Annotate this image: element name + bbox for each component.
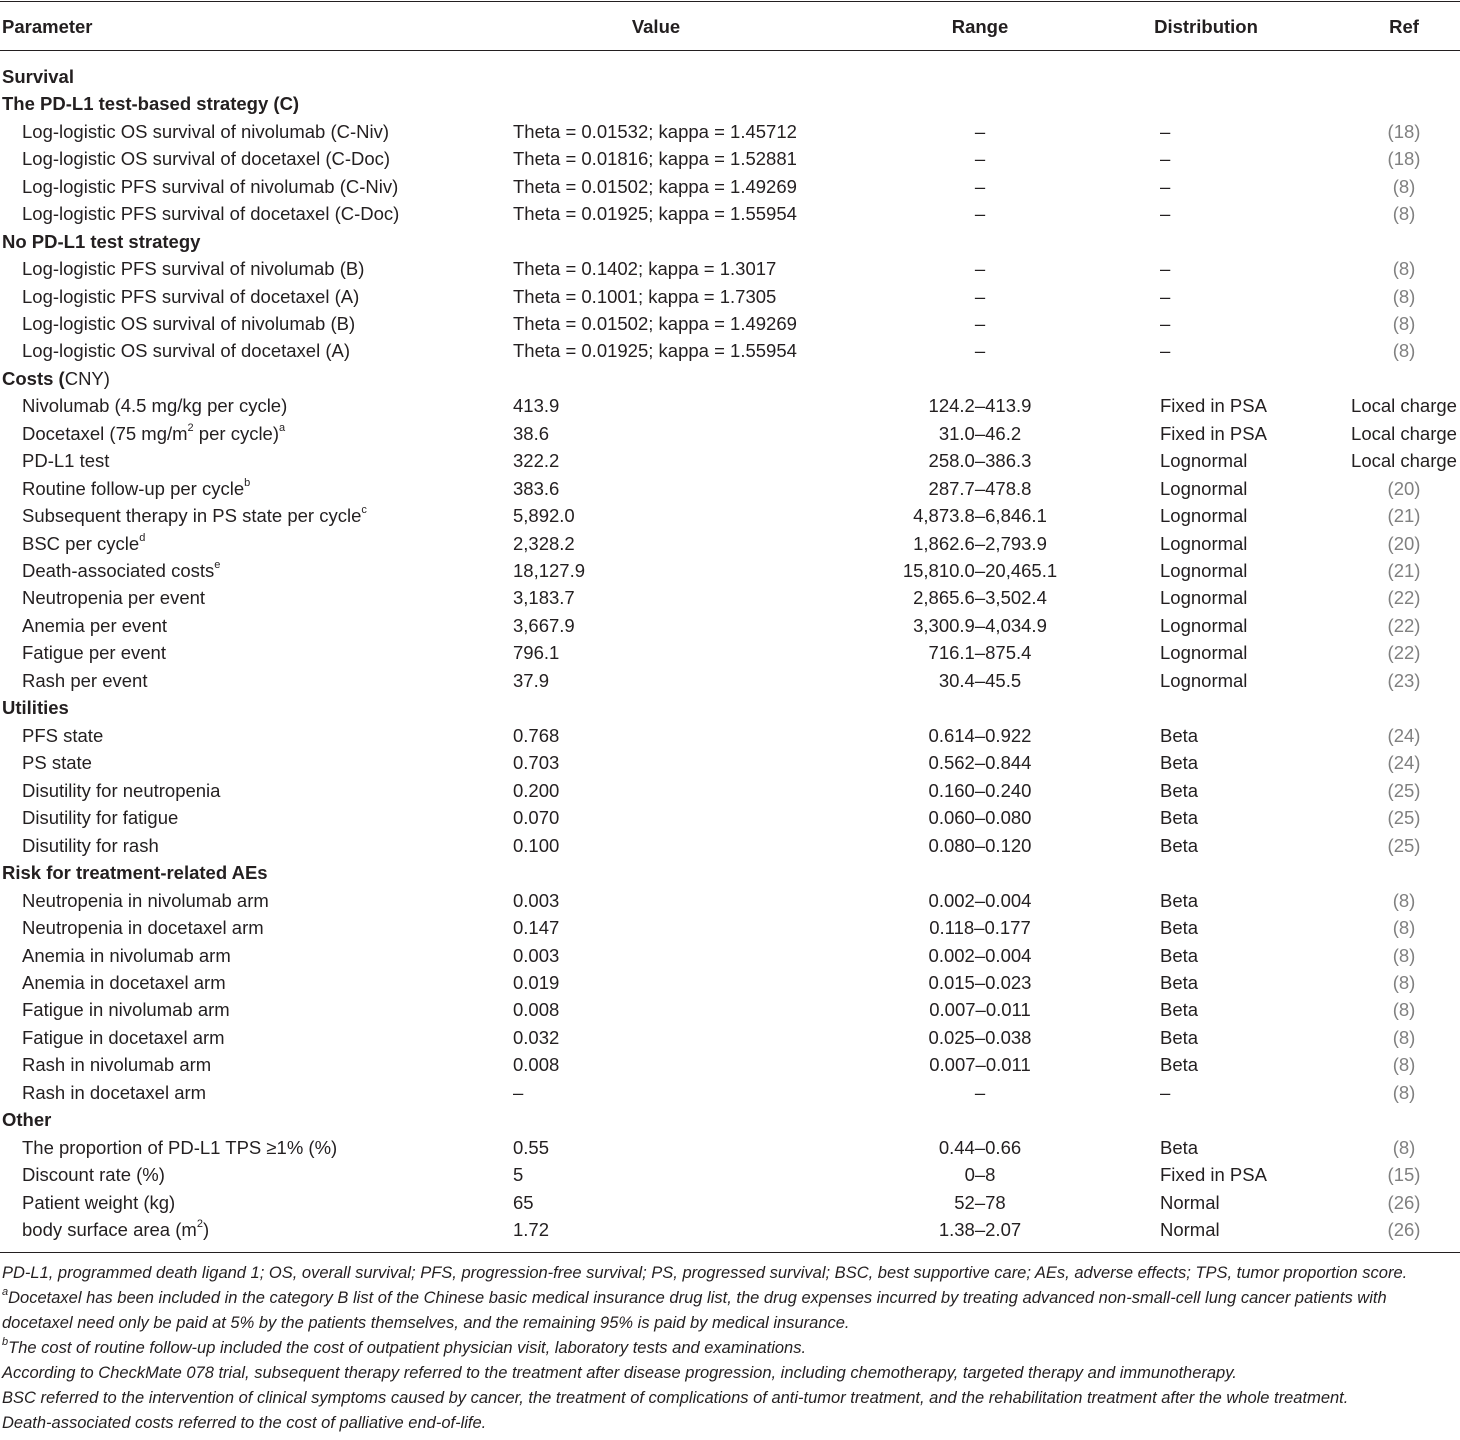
param-cell: Anemia in nivolumab arm — [22, 945, 231, 966]
ref-link[interactable]: (22) — [1387, 642, 1421, 663]
table-row — [0, 887, 1460, 914]
param-cell: Discount rate (%) — [22, 1164, 165, 1185]
section-title: Survival — [2, 66, 74, 87]
ref-link[interactable]: (21) — [1387, 505, 1421, 526]
param-cell: Anemia per event — [22, 615, 168, 636]
section-survival — [0, 63, 1460, 90]
param-cell: Log-logistic OS survival of nivolumab (B) — [22, 313, 356, 334]
footnote-e: Death-associated costs referred to the cost of palliative end-of-life. — [2, 1414, 487, 1432]
table-row — [0, 475, 1460, 502]
ref-link[interactable]: (8) — [1392, 203, 1416, 224]
param-cell: Fatigue per event — [22, 642, 166, 663]
superscript: 2 — [196, 1217, 203, 1230]
distribution-cell: Beta — [1160, 917, 1199, 938]
value-cell: 796.1 — [513, 642, 560, 663]
section-title: Risk for treatment-related AEs — [2, 862, 268, 883]
table-row — [0, 530, 1460, 557]
param-cell: Log-logistic PFS survival of docetaxel (A) — [22, 286, 360, 307]
distribution-cell: Beta — [1160, 1054, 1199, 1075]
footnote-marker: c — [361, 503, 367, 516]
table-row — [0, 1216, 1460, 1243]
ref-link[interactable]: (8) — [1392, 1027, 1416, 1048]
table-row — [0, 1189, 1460, 1216]
ref-link[interactable]: (18) — [1387, 121, 1421, 142]
range-cell: 0.025–0.038 — [928, 1027, 1032, 1048]
param-text: body surface area (m — [22, 1219, 197, 1240]
distribution-cell: Beta — [1160, 1137, 1199, 1158]
param-cell: Fatigue in docetaxel arm — [22, 1027, 225, 1048]
ref-link[interactable]: (20) — [1387, 478, 1421, 499]
header-ref: Ref — [1389, 16, 1419, 37]
ref-link[interactable]: (8) — [1392, 176, 1416, 197]
table-row — [0, 502, 1460, 529]
value-cell: Theta = 0.01502; kappa = 1.49269 — [513, 176, 797, 197]
value-cell: 0.008 — [513, 999, 560, 1020]
table-row — [0, 145, 1460, 172]
section-costs — [0, 365, 1460, 392]
range-cell: 0.614–0.922 — [928, 725, 1032, 746]
range-cell: 0.118–0.177 — [929, 917, 1031, 938]
section-title: Other — [2, 1109, 52, 1130]
table-row — [0, 667, 1460, 694]
param-cell: Log-logistic OS survival of docetaxel (A) — [22, 340, 350, 361]
section-title: The PD-L1 test-based strategy (C) — [2, 93, 300, 114]
ref-link[interactable]: (22) — [1387, 615, 1421, 636]
range-cell: 0.060–0.080 — [928, 807, 1032, 828]
table-row — [0, 118, 1460, 145]
param-cell: PD-L1 test — [22, 450, 110, 471]
section-title: No PD-L1 test strategy — [2, 231, 201, 252]
range-cell: 1,862.6–2,793.9 — [913, 533, 1047, 554]
value-cell: Theta = 0.1402; kappa = 1.3017 — [513, 258, 777, 279]
value-cell: 3,183.7 — [513, 587, 575, 608]
value-cell: Theta = 0.01925; kappa = 1.55954 — [513, 340, 797, 361]
ref-link[interactable]: (8) — [1392, 313, 1416, 334]
footnote-marker: d — [139, 531, 146, 544]
ref-link[interactable]: (8) — [1392, 258, 1416, 279]
range-cell: 258.0–386.3 — [928, 450, 1032, 471]
param-cell: Log-logistic OS survival of docetaxel (C-Doc) — [22, 148, 391, 169]
value-cell: 3,667.9 — [513, 615, 575, 636]
costs-label: Costs ( — [2, 368, 65, 389]
footnote-abbreviations: PD-L1, programmed death ligand 1; OS, overall survival; PFS, progression-free survival; PS, progressed survival; BSC, best supportive care; AEs, adverse effects; TPS, tumor proportion score. — [2, 1264, 1408, 1282]
distribution-cell: Lognormal — [1160, 642, 1248, 663]
param-cell: Log-logistic OS survival of nivolumab (C-Niv) — [22, 121, 390, 142]
table-row — [0, 200, 1460, 227]
section-no-pdl1-strategy — [0, 228, 1460, 255]
value-cell: 0.008 — [513, 1054, 560, 1075]
value-cell: 0.032 — [513, 1027, 560, 1048]
ref-link[interactable]: (8) — [1392, 1082, 1416, 1103]
footnote-a — [2, 1286, 1458, 1336]
table-row — [0, 255, 1460, 282]
header-parameter: Parameter — [2, 16, 93, 37]
distribution-cell: Lognormal — [1160, 478, 1248, 499]
range-cell: – — [974, 258, 986, 279]
distribution-cell: Beta — [1160, 890, 1199, 911]
value-cell: 0.147 — [513, 917, 560, 938]
range-cell: 0.002–0.004 — [928, 945, 1032, 966]
range-cell: 3,300.9–4,034.9 — [913, 615, 1047, 636]
table-row — [0, 722, 1460, 749]
param-cell: Log-logistic PFS survival of nivolumab (C-Niv) — [22, 176, 399, 197]
footnote-text: The cost of routine follow-up included the cost of outpatient physician visit, laboratory tests and examinations. — [8, 1339, 807, 1357]
value-cell: – — [513, 1082, 524, 1103]
distribution-cell: Lognormal — [1160, 505, 1248, 526]
table-bottom-rule — [0, 1252, 1460, 1253]
param-cell: PS state — [22, 752, 92, 773]
distribution-cell: Lognormal — [1160, 670, 1248, 691]
distribution-cell: Fixed in PSA — [1160, 395, 1267, 416]
value-cell: 0.55 — [513, 1137, 550, 1158]
ref-link[interactable]: (25) — [1387, 807, 1421, 828]
range-cell: 0.015–0.023 — [928, 972, 1032, 993]
section-title — [2, 365, 110, 392]
distribution-cell: – — [1160, 1082, 1171, 1103]
table-row — [0, 996, 1460, 1023]
ref-link[interactable]: (8) — [1392, 999, 1416, 1020]
param-cell: Log-logistic PFS survival of nivolumab (B) — [22, 258, 365, 279]
distribution-cell: – — [1160, 340, 1171, 361]
table-header-row — [0, 13, 1460, 40]
header-rule — [0, 50, 1460, 51]
distribution-cell: Beta — [1160, 972, 1199, 993]
range-cell: 1.38–2.07 — [938, 1219, 1022, 1240]
param-text: per cycle) — [193, 423, 279, 444]
distribution-cell: Lognormal — [1160, 533, 1248, 554]
param-cell: Rash in docetaxel arm — [22, 1082, 207, 1103]
table-row — [0, 914, 1460, 941]
table-row — [0, 832, 1460, 859]
table-top-rule — [0, 1, 1460, 2]
param-cell — [22, 530, 145, 557]
section-risk — [0, 859, 1460, 886]
footnote-marker: b — [244, 476, 251, 489]
value-cell: 1.72 — [513, 1219, 550, 1240]
value-cell: 65 — [513, 1192, 534, 1213]
header-distribution: Distribution — [1154, 16, 1258, 37]
table-row — [0, 310, 1460, 337]
range-cell: 0.44–0.66 — [938, 1137, 1022, 1158]
distribution-cell: Normal — [1160, 1192, 1220, 1213]
range-cell: – — [974, 340, 986, 361]
ref-link[interactable]: (20) — [1387, 533, 1421, 554]
range-cell: 0.002–0.004 — [928, 890, 1032, 911]
range-cell: 0.080–0.120 — [928, 835, 1032, 856]
distribution-cell: Beta — [1160, 780, 1199, 801]
range-cell: – — [974, 148, 986, 169]
range-cell: – — [974, 121, 986, 142]
ref-link[interactable]: (15) — [1387, 1164, 1421, 1185]
range-cell: 15,810.0–20,465.1 — [902, 560, 1058, 581]
param-cell: Nivolumab (4.5 mg/kg per cycle) — [22, 395, 288, 416]
table-row — [0, 777, 1460, 804]
range-cell: 30.4–45.5 — [938, 670, 1022, 691]
range-cell: 31.0–46.2 — [938, 423, 1022, 444]
ref-link[interactable]: (21) — [1387, 560, 1421, 581]
ref-link[interactable]: (24) — [1387, 725, 1421, 746]
param-cell: Rash per event — [22, 670, 148, 691]
ref-link[interactable]: (25) — [1387, 780, 1421, 801]
distribution-cell: – — [1160, 286, 1171, 307]
ref-cell: Local charge — [1351, 423, 1457, 444]
footnote-c: According to CheckMate 078 trial, subsequent therapy referred to the treatment after disease progression, including chemotherapy, targeted therapy and immunotherapy. — [2, 1364, 1237, 1382]
param-text: Docetaxel (75 mg/m — [22, 423, 188, 444]
table-row — [0, 942, 1460, 969]
distribution-cell: Fixed in PSA — [1160, 1164, 1267, 1185]
distribution-cell: Normal — [1160, 1219, 1220, 1240]
value-cell: 413.9 — [513, 395, 560, 416]
table-row — [0, 804, 1460, 831]
value-cell: 2,328.2 — [513, 533, 575, 554]
range-cell: 52–78 — [954, 1192, 1006, 1213]
table-row — [0, 420, 1460, 447]
distribution-cell: Beta — [1160, 835, 1199, 856]
range-cell: – — [974, 203, 986, 224]
ref-cell: Local charge — [1351, 450, 1457, 471]
table-row — [0, 584, 1460, 611]
distribution-cell: – — [1160, 176, 1171, 197]
superscript: 2 — [187, 421, 194, 434]
footnote-marker: a — [2, 1285, 9, 1298]
ref-link[interactable]: (24) — [1387, 752, 1421, 773]
costs-close: ) — [103, 368, 110, 389]
ref-link[interactable]: (8) — [1392, 340, 1416, 361]
ref-link[interactable]: (8) — [1392, 917, 1416, 938]
distribution-cell: Lognormal — [1160, 450, 1248, 471]
distribution-cell: – — [1160, 203, 1171, 224]
table-row — [0, 969, 1460, 996]
value-cell: Theta = 0.01502; kappa = 1.49269 — [513, 313, 797, 334]
range-cell: – — [974, 1082, 986, 1103]
param-cell: Rash in nivolumab arm — [22, 1054, 212, 1075]
distribution-cell: – — [1160, 258, 1171, 279]
value-cell: 0.703 — [513, 752, 560, 773]
footnote-text: Docetaxel has been included in the category B list of the Chinese basic medical insurance drug list, the drug expenses incurred by treating advanced non-small-cell lung cancer patients with docetaxel need only be paid at 5% by the patients themselves, and the remaining 95% is paid by medical insurance. — [2, 1289, 1387, 1332]
param-cell — [22, 1216, 209, 1243]
distribution-cell: Beta — [1160, 752, 1199, 773]
range-cell: 716.1–875.4 — [928, 642, 1032, 663]
footnote-marker: e — [214, 558, 221, 571]
param-cell: Neutropenia in docetaxel arm — [22, 917, 264, 938]
value-cell: 18,127.9 — [513, 560, 586, 581]
value-cell: Theta = 0.01532; kappa = 1.45712 — [513, 121, 797, 142]
ref-link[interactable]: (26) — [1387, 1192, 1421, 1213]
table-row — [0, 283, 1460, 310]
table-row — [0, 1024, 1460, 1051]
ref-link[interactable]: (8) — [1392, 286, 1416, 307]
param-text: Death-associated costs — [22, 560, 215, 581]
param-cell: Disutility for rash — [22, 835, 159, 856]
ref-link[interactable]: (8) — [1392, 1137, 1416, 1158]
distribution-cell: Beta — [1160, 999, 1199, 1020]
param-cell: Neutropenia in nivolumab arm — [22, 890, 269, 911]
footnote-b — [2, 1336, 1458, 1361]
param-cell: Disutility for neutropenia — [22, 780, 221, 801]
range-cell: 4,873.8–6,846.1 — [913, 505, 1047, 526]
param-cell: Patient weight (kg) — [22, 1192, 176, 1213]
ref-link[interactable]: (26) — [1387, 1219, 1421, 1240]
value-cell: 0.019 — [513, 972, 560, 993]
ref-link[interactable]: (22) — [1387, 587, 1421, 608]
section-other — [0, 1106, 1460, 1133]
footnote-d: BSC referred to the intervention of clinical symptoms caused by cancer, the treatment of complications of anti-tumor treatment, and the rehabilitation treatment after the whole treatment. — [2, 1389, 1349, 1407]
table-row — [0, 1161, 1460, 1188]
param-cell: Anemia in docetaxel arm — [22, 972, 226, 993]
table-footnotes — [2, 1261, 1458, 1436]
ref-link[interactable]: (8) — [1392, 1054, 1416, 1075]
range-cell: 124.2–413.9 — [928, 395, 1032, 416]
ref-link[interactable]: (8) — [1392, 972, 1416, 993]
table-row — [0, 1134, 1460, 1161]
param-cell: The proportion of PD-L1 TPS ≥1% (%) — [22, 1137, 338, 1158]
table-row — [0, 639, 1460, 666]
range-cell: – — [974, 176, 986, 197]
table-row — [0, 337, 1460, 364]
value-cell: Theta = 0.1001; kappa = 1.7305 — [513, 286, 777, 307]
value-cell: 0.200 — [513, 780, 560, 801]
range-cell: 0.007–0.011 — [929, 1054, 1031, 1075]
table-row — [0, 749, 1460, 776]
section-pdl1-strategy — [0, 90, 1460, 117]
ref-link[interactable]: (8) — [1392, 945, 1416, 966]
header-range: Range — [951, 16, 1009, 37]
param-text: Subsequent therapy in PS state per cycle — [22, 505, 362, 526]
param-cell: Disutility for fatigue — [22, 807, 179, 828]
value-cell: 5,892.0 — [513, 505, 575, 526]
distribution-cell: Beta — [1160, 1027, 1199, 1048]
distribution-cell: Beta — [1160, 807, 1199, 828]
header-value: Value — [631, 16, 681, 37]
param-cell: Fatigue in nivolumab arm — [22, 999, 230, 1020]
value-cell: 5 — [513, 1164, 524, 1185]
value-cell: Theta = 0.01816; kappa = 1.52881 — [513, 148, 797, 169]
value-cell: 0.768 — [513, 725, 560, 746]
range-cell: 0.007–0.011 — [929, 999, 1031, 1020]
distribution-cell: Lognormal — [1160, 587, 1248, 608]
value-cell: Theta = 0.01925; kappa = 1.55954 — [513, 203, 797, 224]
distribution-cell: – — [1160, 148, 1171, 169]
param-cell — [22, 502, 367, 529]
value-cell: 0.100 — [513, 835, 560, 856]
param-cell: Neutropenia per event — [22, 587, 206, 608]
table-row — [0, 392, 1460, 419]
distribution-cell: Lognormal — [1160, 560, 1248, 581]
value-cell: 0.070 — [513, 807, 560, 828]
range-cell: 2,865.6–3,502.4 — [913, 587, 1047, 608]
param-cell: Log-logistic PFS survival of docetaxel (C-Doc) — [22, 203, 400, 224]
costs-unit: CNY — [64, 368, 104, 389]
footnote-marker: b — [2, 1335, 9, 1348]
value-cell: 37.9 — [513, 670, 550, 691]
value-cell: 0.003 — [513, 945, 560, 966]
value-cell: 0.003 — [513, 890, 560, 911]
table-row — [0, 557, 1460, 584]
param-cell — [22, 420, 285, 447]
param-text: Routine follow-up per cycle — [22, 478, 245, 499]
ref-link[interactable]: (18) — [1387, 148, 1421, 169]
ref-cell: Local charge — [1351, 395, 1457, 416]
distribution-cell: Lognormal — [1160, 615, 1248, 636]
distribution-cell: – — [1160, 313, 1171, 334]
distribution-cell: – — [1160, 121, 1171, 142]
range-cell: 0.562–0.844 — [928, 752, 1032, 773]
distribution-cell: Beta — [1160, 725, 1199, 746]
range-cell: 287.7–478.8 — [928, 478, 1032, 499]
param-text: BSC per cycle — [22, 533, 140, 554]
value-cell: 383.6 — [513, 478, 560, 499]
ref-link[interactable]: (25) — [1387, 835, 1421, 856]
ref-link[interactable]: (8) — [1392, 890, 1416, 911]
footnote-marker: a — [279, 421, 286, 434]
ref-link[interactable]: (23) — [1387, 670, 1421, 691]
range-cell: 0–8 — [964, 1164, 996, 1185]
range-cell: 0.160–0.240 — [928, 780, 1032, 801]
param-cell — [22, 475, 250, 502]
param-cell — [22, 557, 220, 584]
table-row — [0, 173, 1460, 200]
range-cell: – — [974, 313, 986, 334]
distribution-cell: Beta — [1160, 945, 1199, 966]
value-cell: 38.6 — [513, 423, 550, 444]
param-text: ) — [202, 1219, 210, 1240]
section-utilities — [0, 694, 1460, 721]
table-row — [0, 612, 1460, 639]
range-cell: – — [974, 286, 986, 307]
distribution-cell: Fixed in PSA — [1160, 423, 1267, 444]
table-row — [0, 1051, 1460, 1078]
table-row — [0, 1079, 1460, 1106]
section-title: Utilities — [2, 697, 69, 718]
param-cell: PFS state — [22, 725, 104, 746]
value-cell: 322.2 — [513, 450, 560, 471]
table-row — [0, 447, 1460, 474]
